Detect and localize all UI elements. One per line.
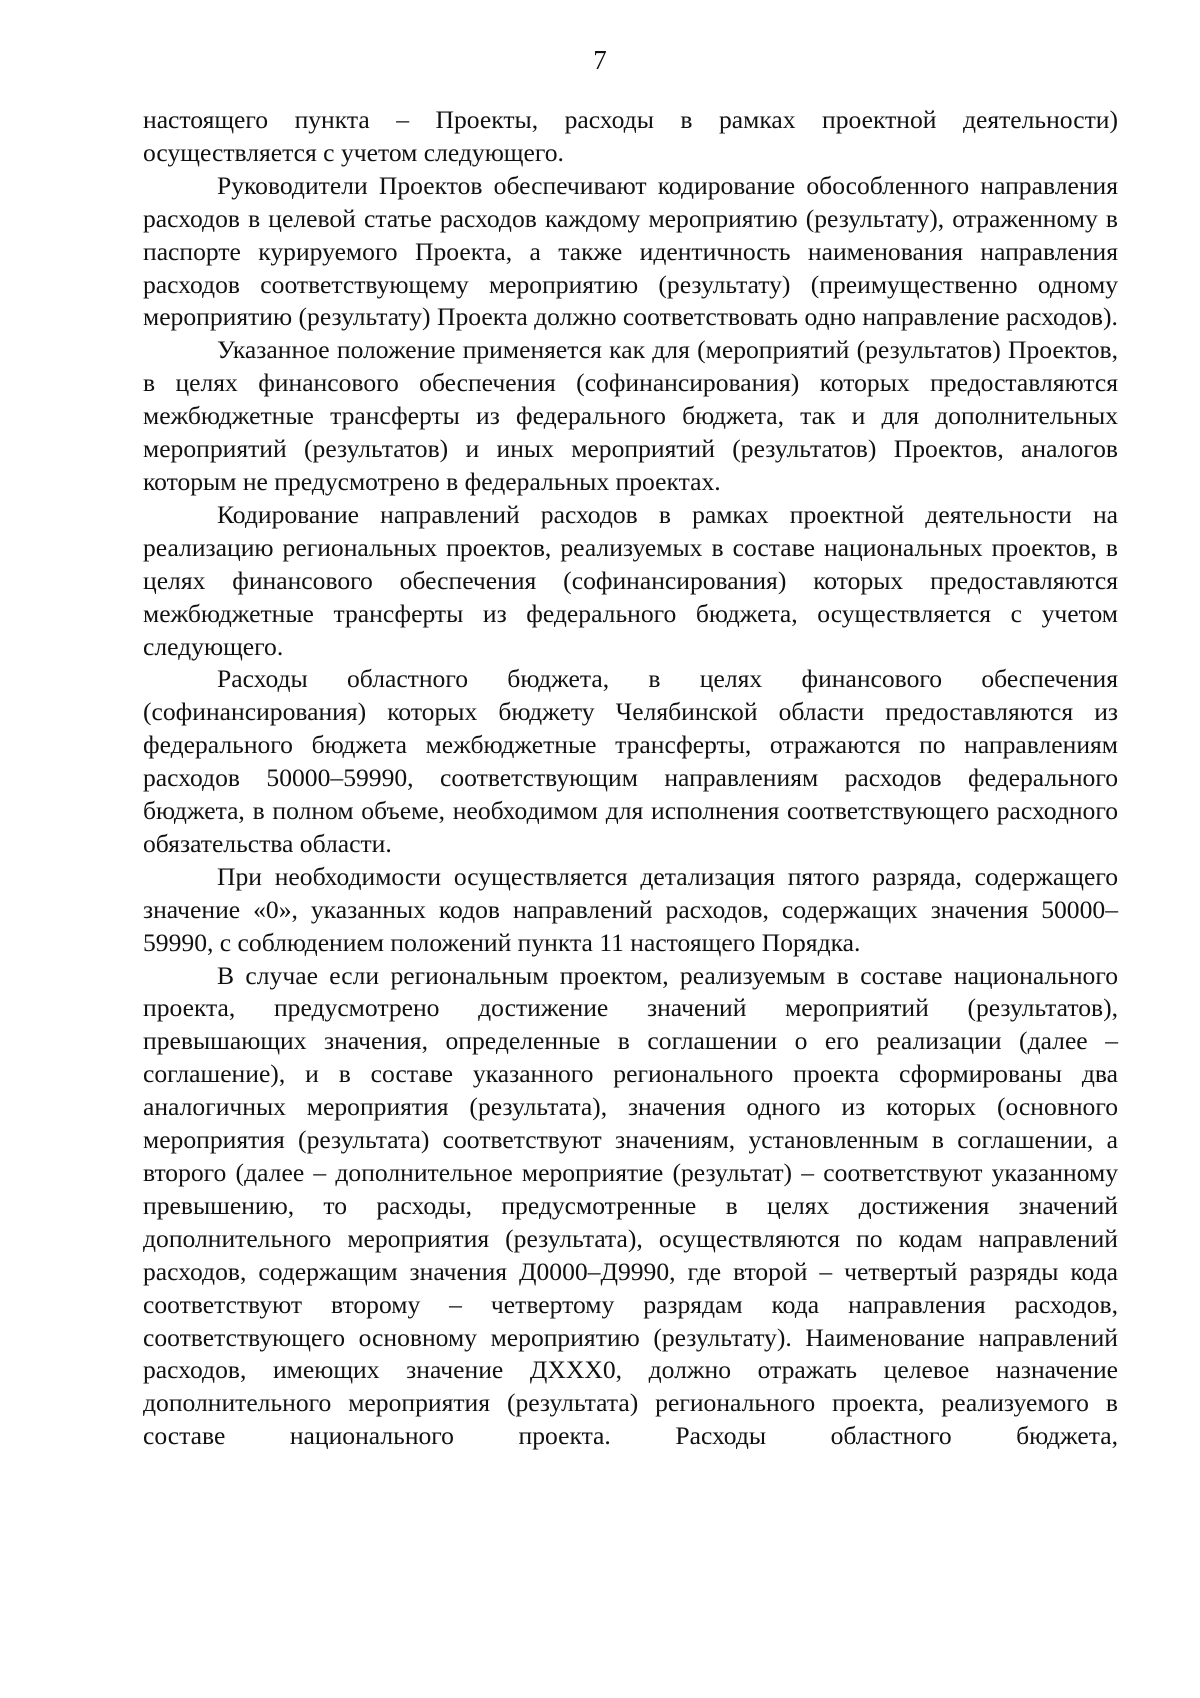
paragraph-coding-regional-projects: Кодирование направлений расходов в рамках проектной деятельности на реализацию региональных проектов, реализуемых в составе национальных проектов, в целях финансового обеспечения (софинансирования) которых предоставляются межбюджетные трансферты из федерального бюджета, осуществляется с учетом следующего. [143,499,1118,661]
document-body [143,104,1118,1453]
paragraph-project-leaders: Руководители Проектов обеспечивают кодирование обособленного направления расходов в целевой статье расходов каждому мероприятию (результату), отраженному в паспорте курируемого Проекта, а также идентичность наименования направления расходов соответствующему мероприятию (результату) (преимущественно одному мероприятию (результату) Проекта должно соответствовать одно направление расходов). [143,170,1118,332]
paragraph-fifth-digit-detail: При необходимости осуществляется детализация пятого разряда, содержащего значение «0», указанных кодов направлений расходов, содержащих значения 50000–59990, с соблюдением положений пункта 11 настоящего Порядка. [143,861,1118,957]
paragraph-continuation: настоящего пункта – Проекты, расходы в рамках проектной деятельности) осуществляется с учетом следующего. [143,105,1118,167]
paragraph-provision-applies: Указанное положение применяется как для (мероприятий (результатов) Проектов, в целях финансового обеспечения (софинансирования) которых предоставляются межбюджетные трансферты из федерального бюджета, так и для дополнительных мероприятий (результатов) и иных мероприятий (результатов) Проектов, аналогов которым не предусмотрено в федеральных проектах. [143,335,1118,496]
paragraph-additional-activities: В случае если региональным проектом, реализуемым в составе национального проекта, предусмотрено достижение значений мероприятий (результатов), превышающих значения, определенные в соглашении о его реализации (далее – соглашение), и в составе указанного регионального проекта сформированы два аналогичных мероприятия (результата), значения одного из которых (основного мероприятия (результата) соответствуют значениям, установленным в соглашении, а второго (далее – дополнительное мероприятие (результат) – соответствуют указанному превышению, то расходы, предусмотренные в целях достижения значений дополнительного мероприятия (результата), осуществляются по кодам направлений расходов, содержащим значения Д0000–Д9990, где второй – четвертый разряды кода соответствуют второму – четвертому разрядам кода направления расходов, соответствующего основному мероприятию (результату). Наименование направлений расходов, имеющих значение ДХХХ0, должно отражать целевое назначение дополнительного мероприятия (результата) регионального проекта, реализуемого в составе национального проекта. Расходы областного бюджета, [143,960,1118,1451]
paragraph-regional-budget-expenses: Расходы областного бюджета, в целях финансового обеспечения (софинансирования) которых бюджету Челябинской области предоставляются из федерального бюджета межбюджетные трансферты, отражаются по направлениям расходов 50000–59990, соответствующим направлениям расходов федерального бюджета, в полном объеме, необходимом для исполнения соответствующего расходного обязательства области. [143,664,1118,858]
page-number: 7 [593,45,607,75]
